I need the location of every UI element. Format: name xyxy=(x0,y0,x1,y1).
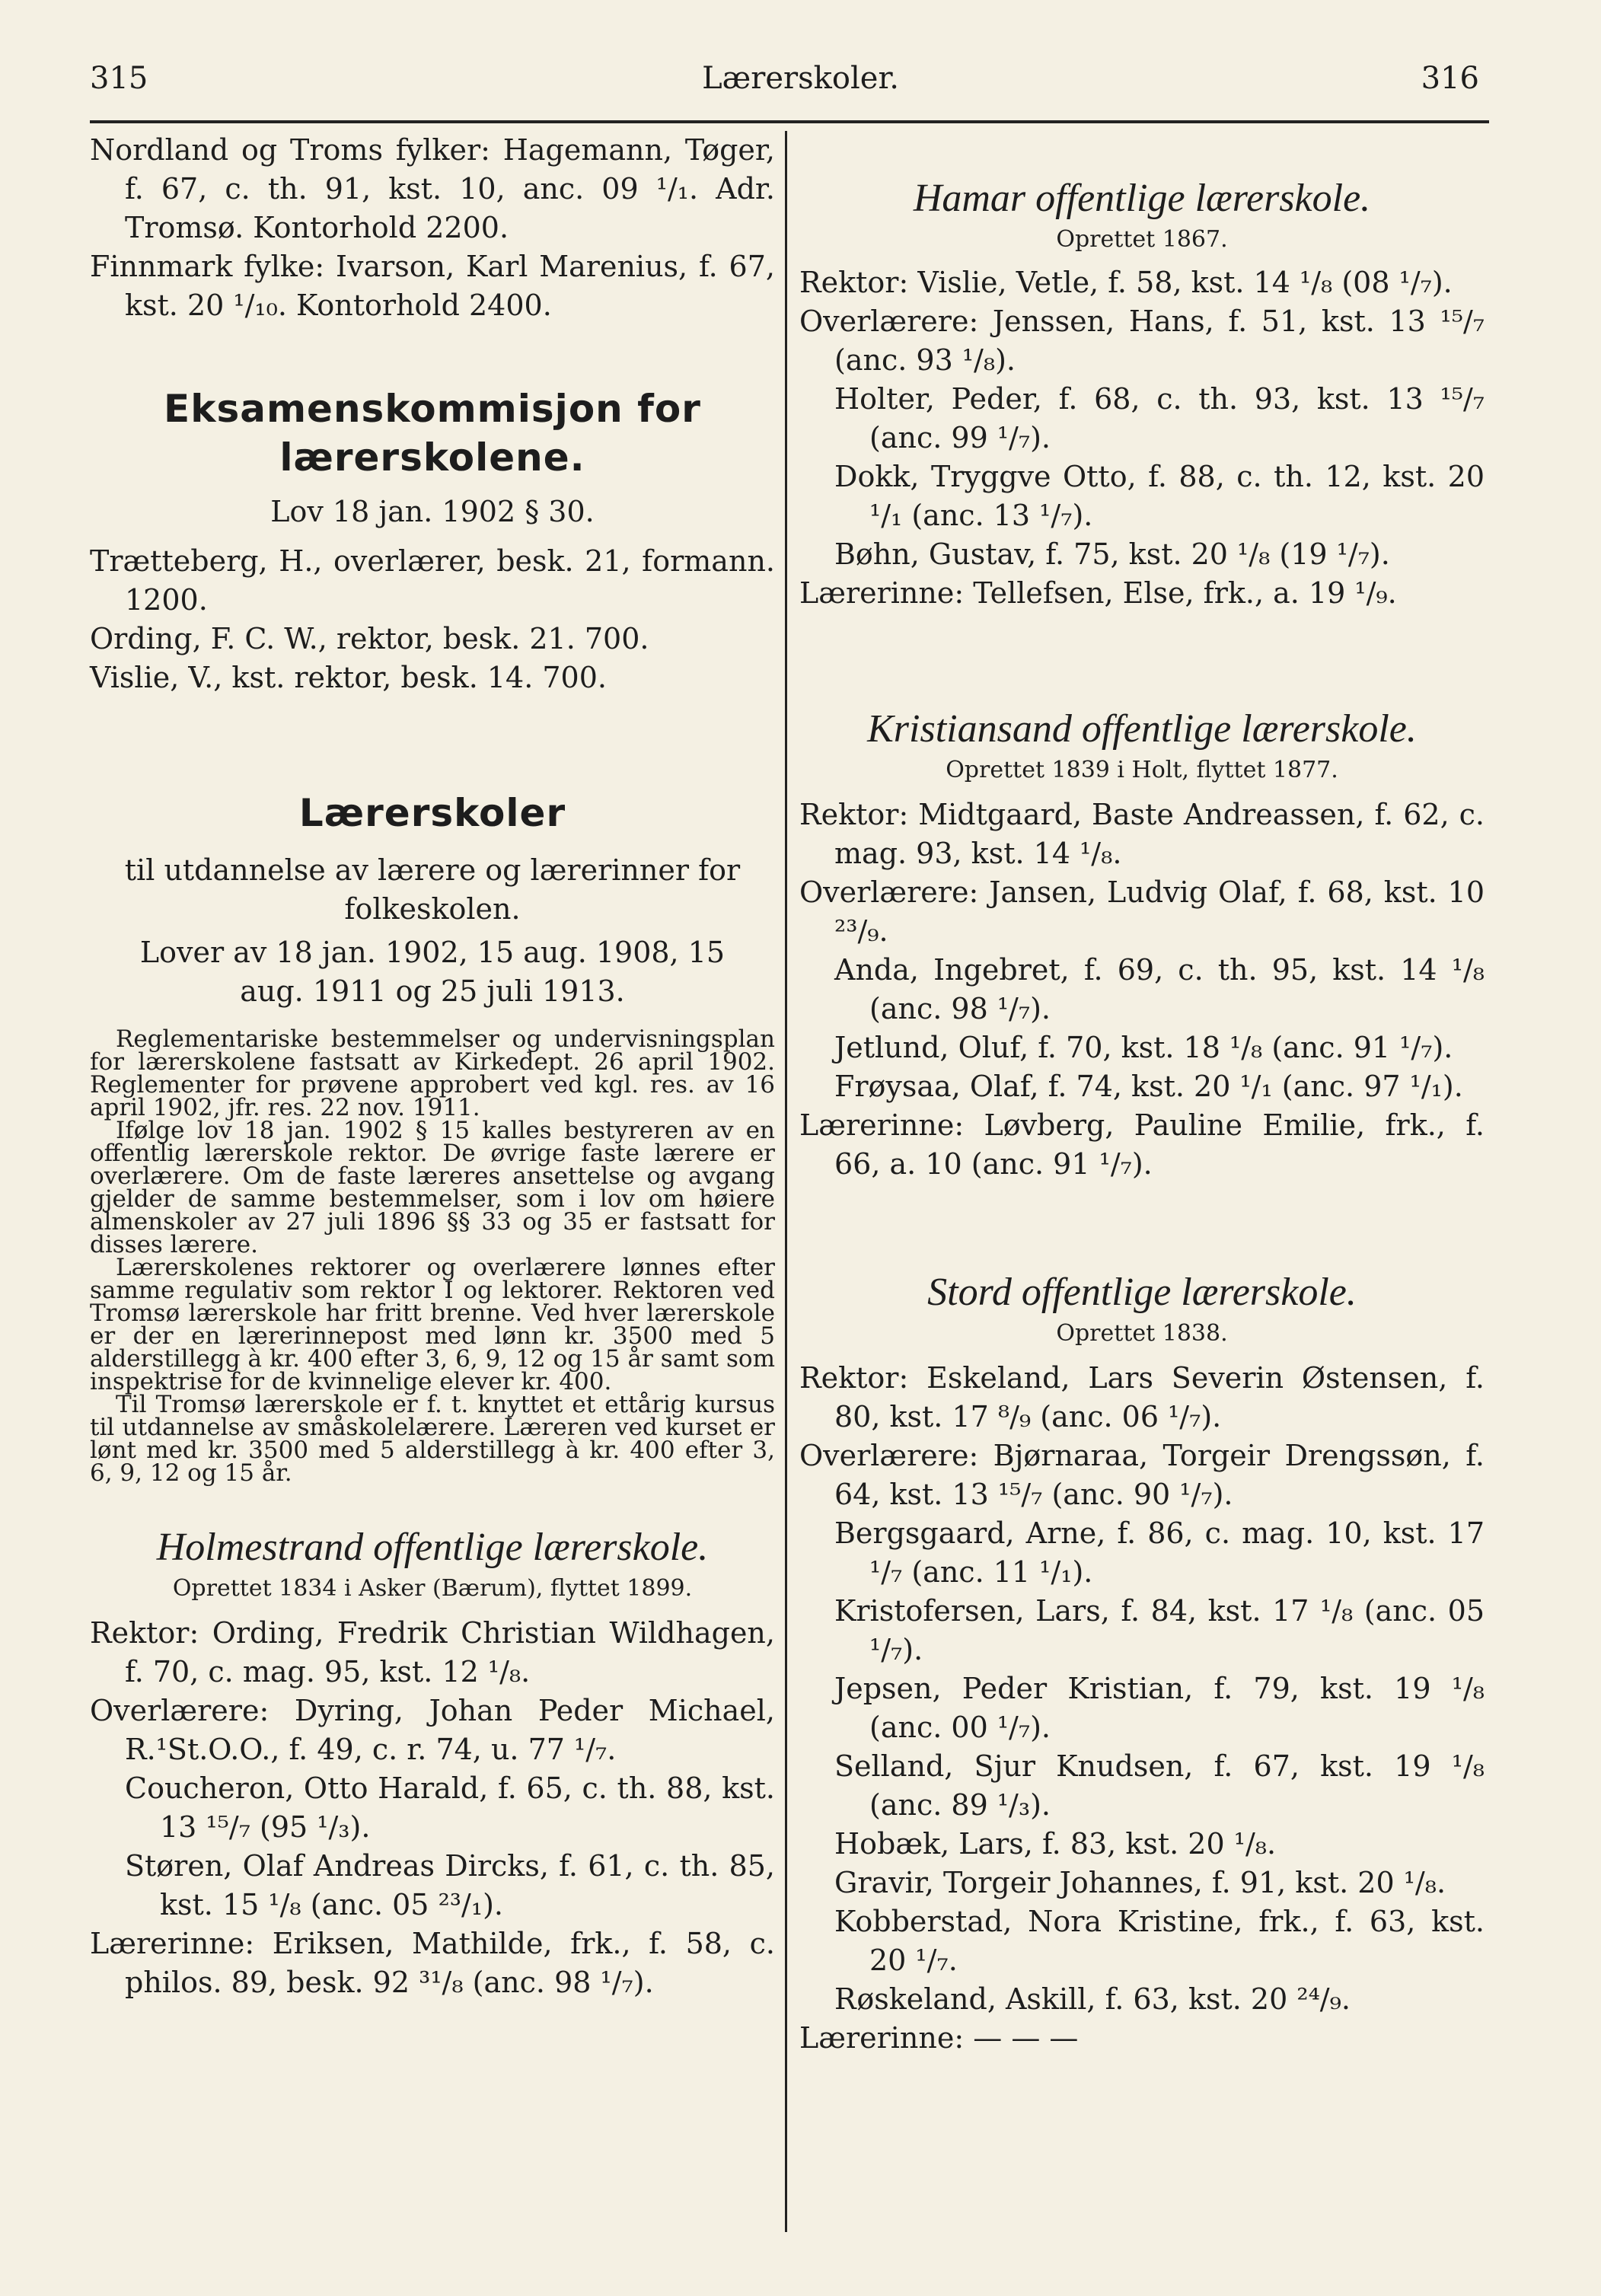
entry-finnmark: Finnmark fylke: Ivarson, Karl Marenius, f. 67, kst. 20 ¹/₁₀. Kontorhold 2400. xyxy=(90,250,775,322)
stord-overlaerere: Overlærere: Bjørnaraa, Torgeir Drengssøn, f. 64, kst. 13 ¹⁵/₇ (anc. 90 ¹/₇). xyxy=(799,1439,1485,1511)
eksamen-members xyxy=(90,542,775,697)
stord-entry: Kristofersen, Lars, f. 84, kst. 17 ¹/₈ (anc. 05 ¹/₇). xyxy=(834,1594,1485,1666)
eksamen-law: Lov 18 jan. 1902 § 30. xyxy=(270,495,595,528)
eksamen-member: Vislie, V., kst. rektor, besk. 14. 700. xyxy=(90,661,607,694)
hamar-heading: Hamar offentlige lærerskole. xyxy=(913,177,1371,220)
kristiansand-overlaerere: Overlærere: Jansen, Ludvig Olaf, f. 68, kst. 10 ²³/₉. xyxy=(799,875,1485,948)
stord-subtitle: Oprettet 1838. xyxy=(1056,1320,1228,1347)
regulation-paragraph: Lærerskolenes rektorer og overlærere lønnes efter samme regulativ som rektor I og lektorer. Rektoren ved Tromsø lærerskole har fritt brenne. Ved hver lærerskole er der en lærerinnepost med lønn kr. 3500 med 5 alderstillegg à kr. 400 efter 3, 6, 9, 12 og 15 år samt som inspektrise for de kvinnelige elever kr. 400. xyxy=(90,1254,775,1395)
hamar-entry: Dokk, Tryggve Otto, f. 88, c. th. 12, kst. 20 ¹/₁ (anc. 13 ¹/₇). xyxy=(834,460,1485,532)
regulation-paragraph: Ifølge lov 18 jan. 1902 § 15 kalles bestyreren av en offentlig lærerskole rektor. De øvrige faste lærere er overlærere. Om de faste læreres ansettelse og avgang gjelder de samme bestemmelser, som i lov om høiere almenskoler av 27 juli 1896 §§ 33 og 35 er fastsatt for disses lærere. xyxy=(90,1117,775,1258)
kristiansand-entry: Anda, Ingebret, f. 69, c. th. 95, kst. 14 ¹/₈ (anc. 98 ¹/₇). xyxy=(834,953,1485,1025)
holmestrand-laererinne: Lærerinne: Eriksen, Mathilde, frk., f. 58, c. philos. 89, besk. 92 ³¹/₈ (anc. 98 ¹/₇). xyxy=(90,1927,775,1999)
stord-entry: Gravir, Torgeir Johannes, f. 91, kst. 20 ¹/₈. xyxy=(834,1866,1446,1899)
kristiansand-entry: Jetlund, Oluf, f. 70, kst. 18 ¹/₈ (anc. 91 ¹/₇). xyxy=(834,1031,1453,1064)
stord-heading: Stord offentlige lærerskole. xyxy=(927,1271,1357,1314)
stord-laererinne: Lærerinne: — — — xyxy=(799,2021,1079,2055)
hamar-entry: Bøhn, Gustav, f. 75, kst. 20 ¹/₈ (19 ¹/₇). xyxy=(834,537,1390,571)
holmestrand-staff xyxy=(90,1614,775,2002)
stord-entry: Jepsen, Peder Kristian, f. 79, kst. 19 ¹/₈ (anc. 00 ¹/₇). xyxy=(834,1672,1485,1744)
hamar-laererinne: Lærerinne: Tellefsen, Else, frk., a. 19 ¹/₉. xyxy=(799,576,1397,610)
hamar-subtitle: Oprettet 1867. xyxy=(1056,226,1228,253)
running-title: Lærerskoler. xyxy=(702,61,899,96)
stord-entry: Kobberstad, Nora Kristine, frk., f. 63, kst. 20 ¹/₇. xyxy=(834,1905,1485,1977)
stord-entry: Bergsgaard, Arne, f. 86, c. mag. 10, kst. 17 ¹/₇ (anc. 11 ¹/₁). xyxy=(834,1516,1485,1589)
stord-rektor: Rektor: Eskeland, Lars Severin Østensen, f. 80, kst. 17 ⁸/₉ (anc. 06 ¹/₇). xyxy=(799,1361,1485,1433)
kristiansand-heading: Kristiansand offentlige lærerskole. xyxy=(867,707,1417,751)
holmestrand-overlaerere: Overlærere: Dyring, Johan Peder Michael, R.¹St.O.O., f. 49, c. r. 74, u. 77 ¹/₇. xyxy=(90,1694,775,1766)
left-column xyxy=(90,131,775,2002)
laererskoler-subtitle: til utdannelse av lærere og lærerinner for folkeskolen. xyxy=(124,853,741,926)
eksamen-member: Trætteberg, H., overlærer, besk. 21, formann. 1200. xyxy=(90,544,775,617)
hamar-staff xyxy=(799,263,1485,613)
stord-entry: Hobæk, Lars, f. 83, kst. 20 ¹/₈. xyxy=(834,1827,1277,1861)
regulation-paragraph: Til Tromsø lærerskole er f. t. knyttet et ettårig kursus til utdannelse av småskolelærere. Læreren ved kurset er lønt med kr. 3500 med 5 alderstillegg à kr. 400 efter 3, 6, 9, 12 og 15 år. xyxy=(90,1391,775,1487)
holmestrand-rektor: Rektor: Ording, Fredrik Christian Wildhagen, f. 70, c. mag. 95, kst. 12 ¹/₈. xyxy=(90,1616,775,1689)
kristiansand-rektor: Rektor: Midtgaard, Baste Andreassen, f. 62, c. mag. 93, kst. 14 ¹/₈. xyxy=(799,798,1485,870)
entry-nordland: Nordland og Troms fylker: Hagemann, Tøger, f. 67, c. th. 91, kst. 10, anc. 09 ¹/₁. Adr. Tromsø. Kontorhold 2200. xyxy=(90,133,775,244)
stord-staff xyxy=(799,1359,1485,2058)
hamar-overlaerere: Overlærere: Jenssen, Hans, f. 51, kst. 13 ¹⁵/₇ (anc. 93 ¹/₈). xyxy=(799,305,1485,377)
column-divider xyxy=(785,131,787,2232)
holmestrand-entry: Coucheron, Otto Harald, f. 65, c. th. 88, kst. 13 ¹⁵/₇ (95 ¹/₃). xyxy=(125,1771,775,1844)
hamar-rektor: Rektor: Vislie, Vetle, f. 58, kst. 14 ¹/₈ (08 ¹/₇). xyxy=(799,266,1453,299)
regulation-paragraph: Reglementariske bestemmelser og undervisningsplan for lærerskolene fastsatt av Kirkedept. 26 april 1902. Reglementer for prøvene approbert ved kgl. res. av 16 april 1902, jfr. res. 22 nov. 1911. xyxy=(90,1025,775,1121)
hamar-entry: Holter, Peder, f. 68, c. th. 93, kst. 13 ¹⁵/₇ (anc. 99 ¹/₇). xyxy=(834,382,1485,454)
header-rule xyxy=(90,120,1489,123)
page-header xyxy=(0,61,1601,107)
holmestrand-entry: Støren, Olaf Andreas Dircks, f. 61, c. th. 85, kst. 15 ¹/₈ (anc. 05 ²³/₁). xyxy=(125,1849,775,1921)
laererskoler-heading: Lærerskoler xyxy=(298,791,566,835)
kristiansand-staff xyxy=(799,796,1485,1184)
regulations-block xyxy=(90,1025,775,1487)
holmestrand-heading: Holmestrand offentlige lærerskole. xyxy=(156,1526,709,1569)
kristiansand-subtitle: Oprettet 1839 i Holt, flyttet 1877. xyxy=(946,757,1338,783)
right-column xyxy=(799,131,1485,2058)
eksamen-member: Ording, F. C. W., rektor, besk. 21. 700. xyxy=(90,622,649,655)
holmestrand-subtitle: Oprettet 1834 i Asker (Bærum), flyttet 1899. xyxy=(172,1575,693,1602)
laererskoler-lover: Lover av 18 jan. 1902, 15 aug. 1908, 15 aug. 1911 og 25 juli 1913. xyxy=(139,936,726,1008)
kristiansand-entry: Frøysaa, Olaf, f. 74, kst. 20 ¹/₁ (anc. 97 ¹/₁). xyxy=(834,1070,1463,1103)
left-page-number: 315 xyxy=(90,61,148,96)
kristiansand-laererinne: Lærerinne: Løvberg, Pauline Emilie, frk., f. 66, a. 10 (anc. 91 ¹/₇). xyxy=(799,1108,1485,1181)
eksamen-heading: Eksamenskommisjon for lærerskolene. xyxy=(164,387,701,480)
stord-entry: Selland, Sjur Knudsen, f. 67, kst. 19 ¹/₈ (anc. 89 ¹/₃). xyxy=(834,1749,1485,1822)
right-page-number: 316 xyxy=(1421,61,1479,96)
stord-entry: Røskeland, Askill, f. 63, kst. 20 ²⁴/₉. xyxy=(834,1982,1351,2016)
